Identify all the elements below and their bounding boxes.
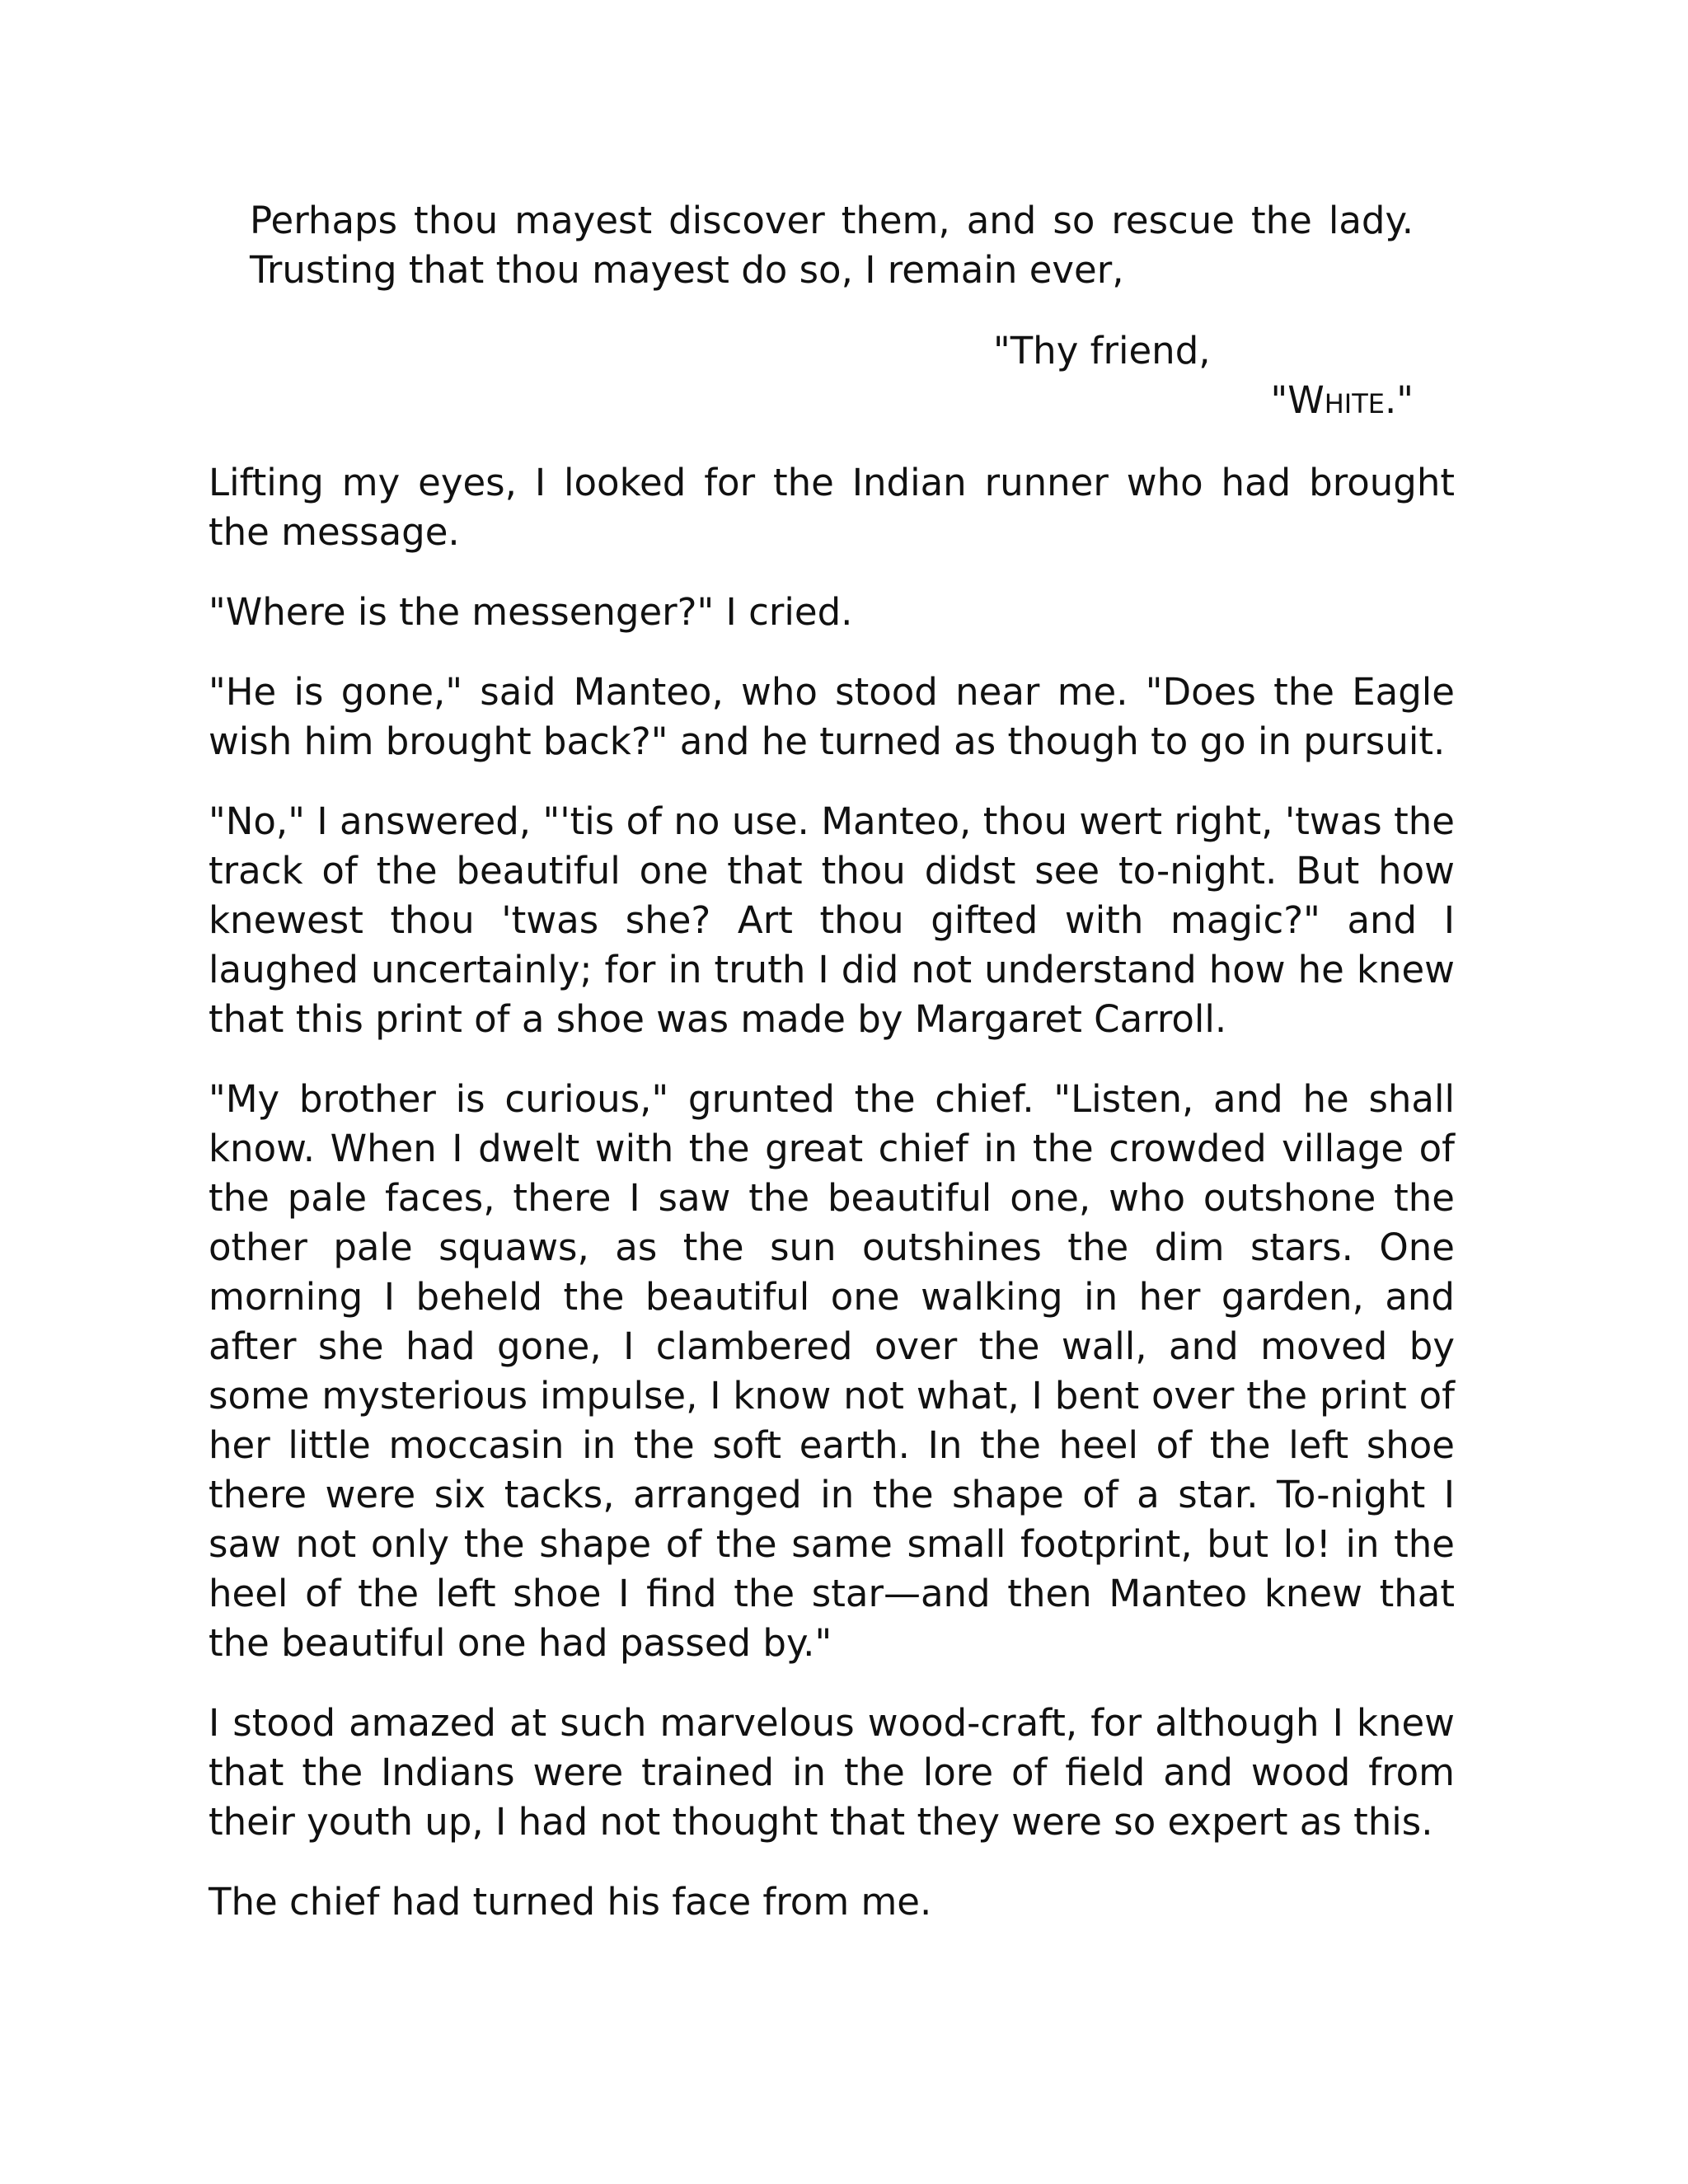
page-body (209, 196, 1455, 1957)
paragraph: "He is gone," said Manteo, who stood near me. "Does the Eagle wish him brought back?" and he turned as though to go in pursuit. (209, 670, 1455, 763)
paragraph: Lifting my eyes, I looked for the Indian runner who had brought the message. (209, 461, 1455, 554)
paragraph: "Where is the messenger?" I cried. (209, 590, 853, 634)
signature-close: ." (1384, 378, 1414, 422)
paragraph: I stood amazed at such marvelous wood-craft, for although I knew that the Indians were trained in the lore of field and wood from their youth up, I had not thought that they were so expert as this. (209, 1701, 1455, 1844)
letter-excerpt (250, 196, 1414, 425)
signature-name: White (1287, 378, 1385, 422)
letter-text: Perhaps thou mayest discover them, and so rescue the lady. Trusting that thou mayest do so, I remain ever, (250, 199, 1414, 292)
letter-signature (1271, 376, 1414, 425)
paragraph: "My brother is curious," grunted the chief. "Listen, and he shall know. When I dwelt with the great chief in the crowded village of the pale faces, there I saw the beautiful one, who outshone the other pale squaws, as the sun outshines the dim stars. One morning I beheld the beautiful one walking in her garden, and after she had gone, I clambered over the wall, and moved by some mysterious impulse, I know not what, I bent over the print of her little moccasin in the soft earth. In the heel of the left shoe there were six tacks, arranged in the shape of a star. To-night I saw not only the shape of the same small footprint, but lo! in the heel of the left shoe I find the star—and then Manteo knew that the beautiful one had passed by." (209, 1077, 1455, 1665)
paragraph: "No," I answered, "'tis of no use. Manteo, thou wert right, 'twas the track of the beautiful one that thou didst see to-night. But how knewest thou 'twas she? Art thou gifted with magic?" and I laughed uncertainly; for in truth I did not understand how he knew that this print of a shoe was made by Margaret Carroll. (209, 799, 1455, 1041)
signature-open-quote: " (1270, 378, 1288, 422)
letter-closing-line (250, 326, 1414, 376)
letter-closing: "Thy friend, (993, 329, 1211, 373)
paragraph: The chief had turned his face from me. (209, 1880, 932, 1924)
letter-signature-line (250, 376, 1414, 425)
